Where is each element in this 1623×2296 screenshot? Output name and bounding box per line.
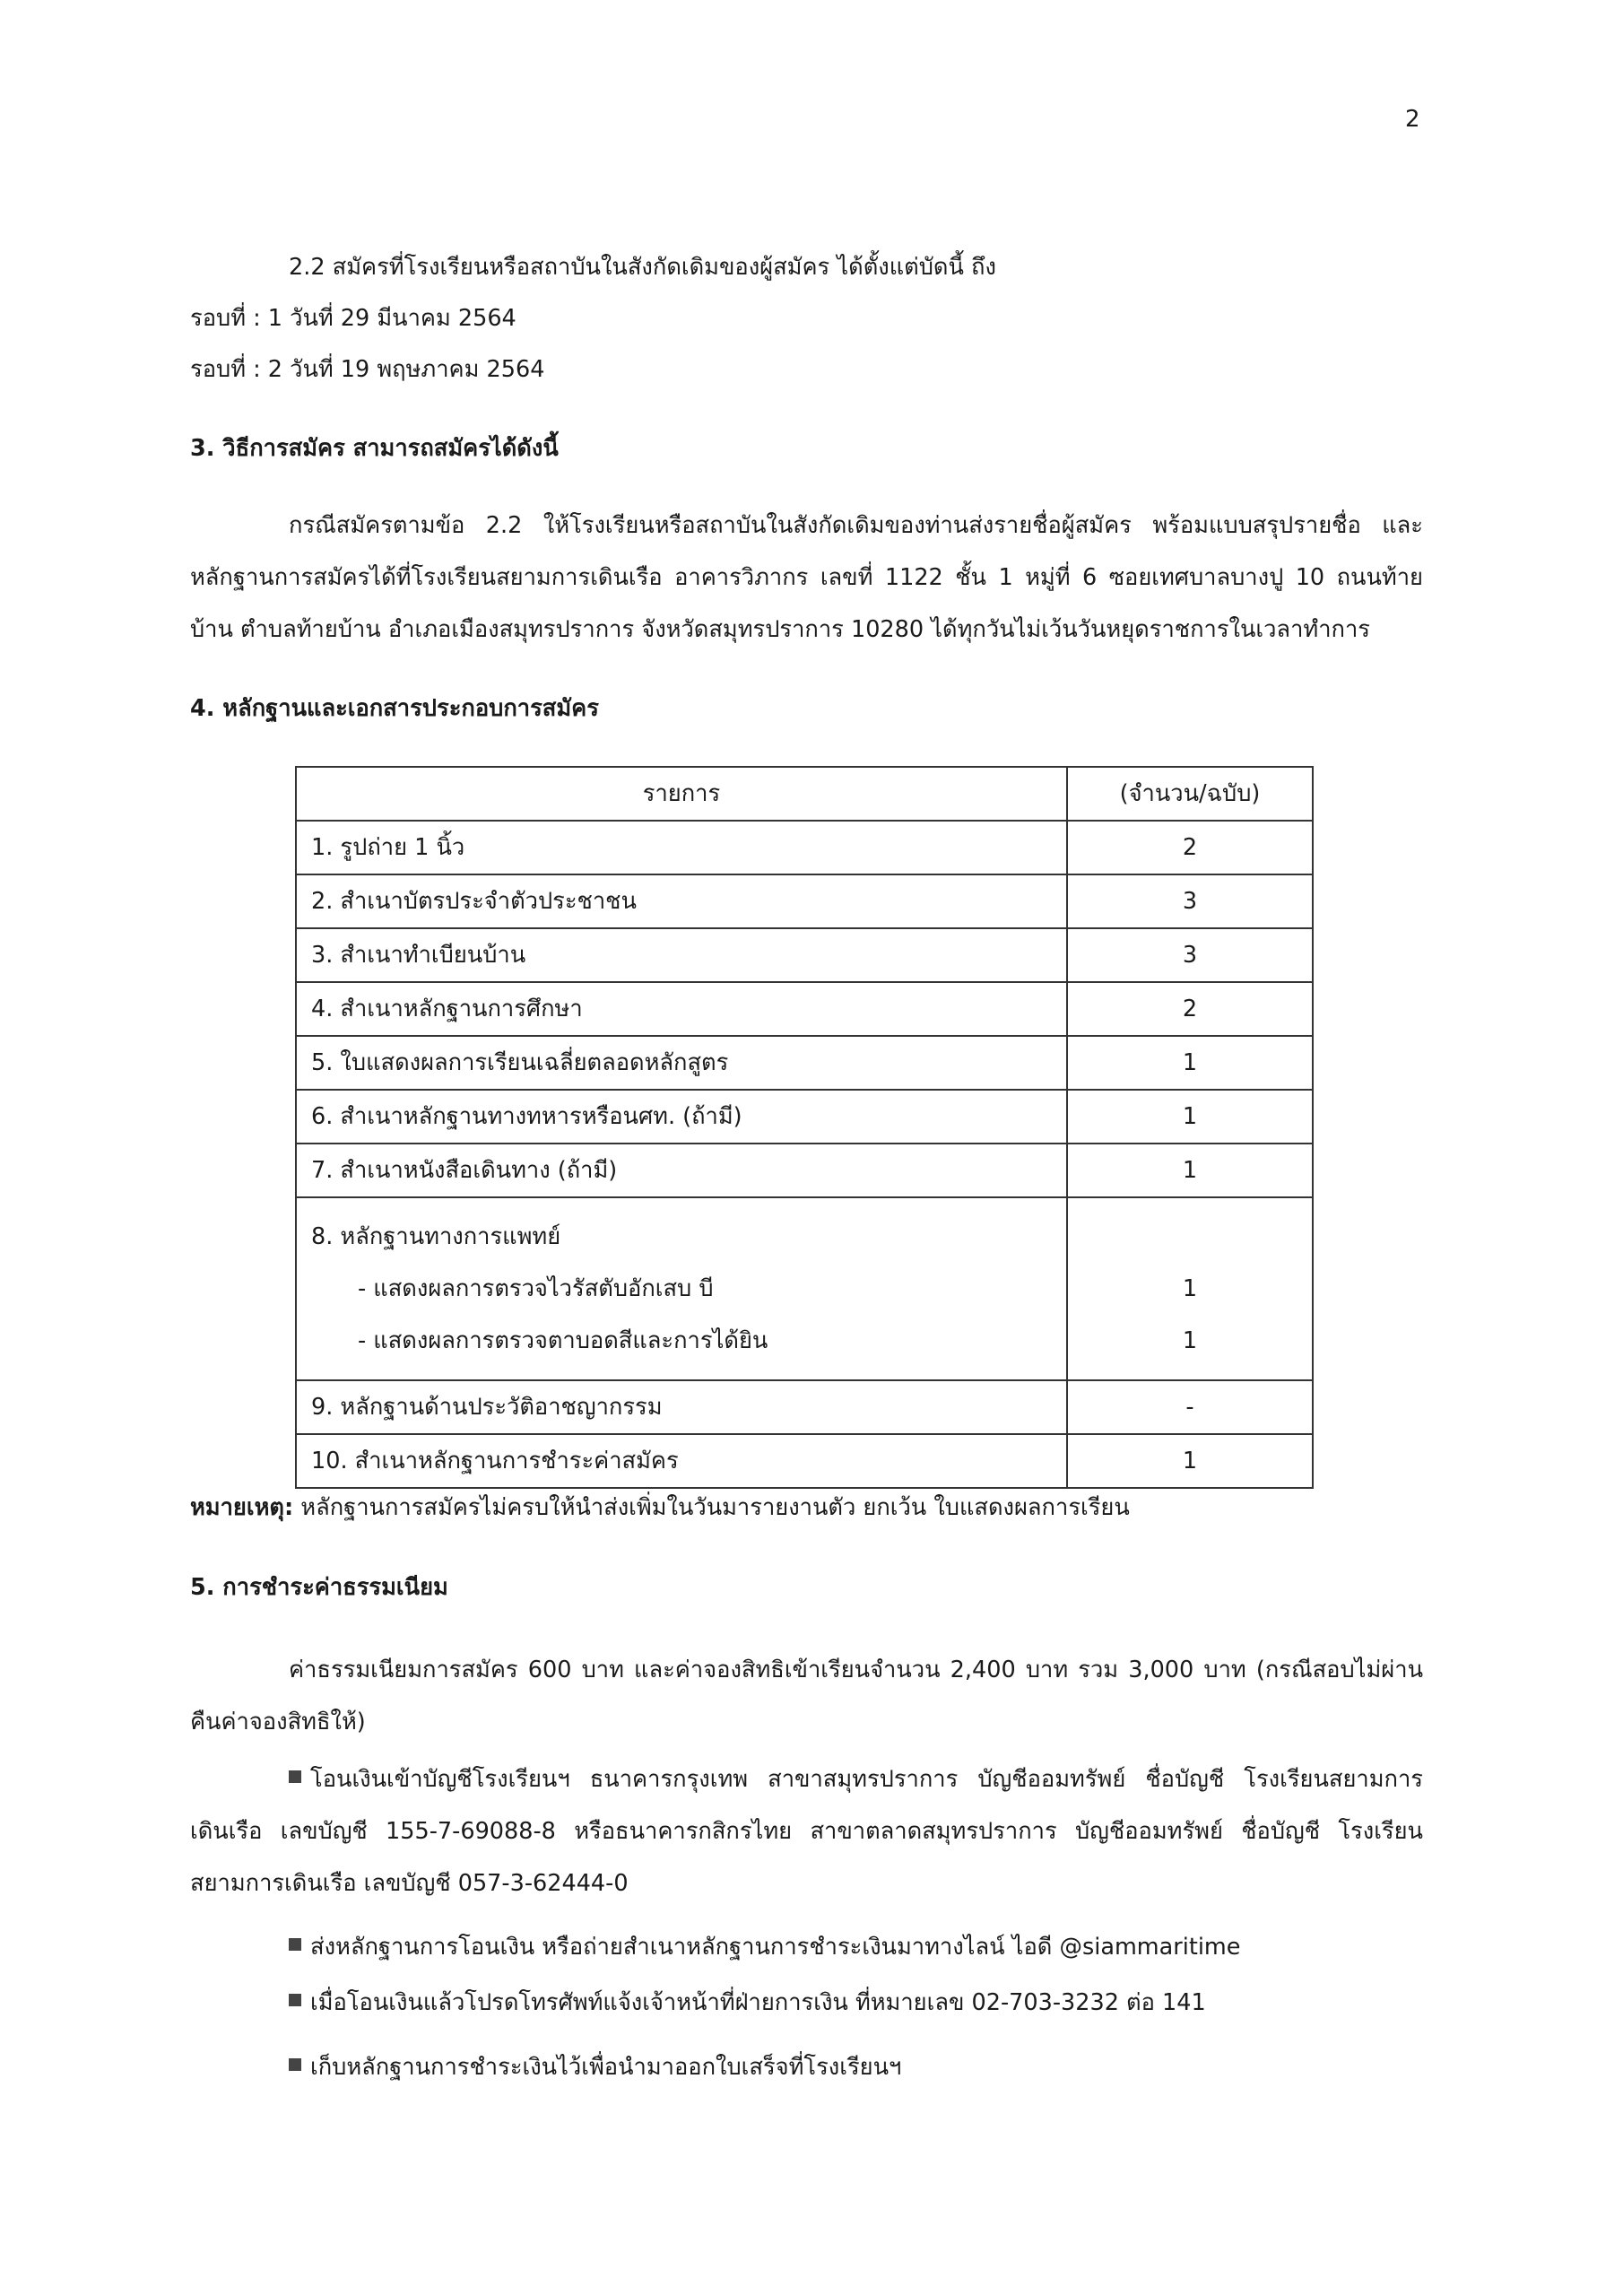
- row-qty: 1: [1067, 1090, 1313, 1144]
- bullet-receipt: [289, 2054, 901, 2082]
- bullet-phone: [289, 1989, 1206, 2017]
- header-qty: (จำนวน/ฉบับ): [1067, 767, 1313, 821]
- row-qty: 2: [1067, 982, 1313, 1036]
- section-4-heading: 4. หลักฐานและเอกสารประกอบการสมัคร: [190, 695, 599, 722]
- table-row: [296, 1036, 1313, 1090]
- row-qty: 1: [1067, 1434, 1313, 1488]
- section-3-heading: 3. วิธีการสมัคร สามารถสมัครได้ดังนี้: [190, 435, 559, 462]
- row-qty: 3: [1067, 928, 1313, 982]
- medical-item-cell: [296, 1197, 1067, 1380]
- section-3-paragraph-line-1: กรณีสมัครตามข้อ 2.2 ให้โรงเรียนหรือสถาบันในสังกัดเดิมของท่านส่งรายชื่อผู้สมัคร พร้อมแบบสรุปรายชื่อ และ: [289, 512, 1423, 539]
- receipt-text: เก็บหลักฐานการชำระเงินไว้เพื่อนำมาออกใบเสร็จที่โรงเรียนฯ: [310, 2054, 902, 2081]
- row-item: 9. หลักฐานด้านประวัติอาชญากรรม: [296, 1380, 1067, 1434]
- round-1-date: รอบที่ : 1 วันที่ 29 มีนาคม 2564: [190, 305, 516, 332]
- square-bullet-icon: [289, 1994, 301, 2006]
- medical-sub-hepatitis-qty: 1: [1182, 1275, 1198, 1302]
- table-row: [296, 1144, 1313, 1197]
- row-item: 3. สำเนาทำเบียนบ้าน: [296, 928, 1067, 982]
- row-item: 6. สำเนาหลักฐานทางทหารหรือนศท. (ถ้ามี): [296, 1090, 1067, 1144]
- documents-table: [295, 766, 1314, 1489]
- bullet-line-id: [289, 1934, 1240, 1961]
- phone-text: เมื่อโอนเงินแล้วโปรดโทรศัพท์แจ้งเจ้าหน้าที่ฝ่ายการเงิน ที่หมายเลข 02-703-3232 ต่อ 141: [310, 1989, 1206, 2016]
- section-3-paragraph-line-3: บ้าน ตำบลท้ายบ้าน อำเภอเมืองสมุทรปราการ จังหวัดสมุทรปราการ 10280 ได้ทุกวันไม่เว้นวันหยุดราชการในเวลาทำการ: [190, 616, 1370, 643]
- square-bullet-icon: [289, 2058, 301, 2071]
- row-item: 7. สำเนาหนังสือเดินทาง (ถ้ามี): [296, 1144, 1067, 1197]
- medical-sub-vision-hearing: - แสดงผลการตรวจตาบอดสีและการได้ยิน: [358, 1327, 768, 1354]
- row-item: 10. สำเนาหลักฐานการชำระค่าสมัคร: [296, 1434, 1067, 1488]
- table-header-row: [296, 767, 1313, 821]
- bank-transfer-line-3: สยามการเดินเรือ เลขบัญชี 057-3-62444-0: [190, 1870, 629, 1897]
- medical-item: 8. หลักฐานทางการแพทย์: [311, 1223, 561, 1250]
- section-3-paragraph-line-2: หลักฐานการสมัครได้ที่โรงเรียนสยามการเดินเรือ อาคารวิภากร เลขที่ 1122 ชั้น 1 หมู่ที่ 6 ซอยเทศบาลบางปู 10 ถนนท้าย: [190, 564, 1423, 591]
- bank-transfer-line-1: [289, 1766, 1423, 1794]
- round-2-date: รอบที่ : 2 วันที่ 19 พฤษภาคม 2564: [190, 356, 545, 383]
- table-row: [296, 1380, 1313, 1434]
- fee-paragraph-line-1: ค่าธรรมเนียมการสมัคร 600 บาท และค่าจองสิทธิเข้าเรียนจำนวน 2,400 บาท รวม 3,000 บาท (กรณีสอบไม่ผ่าน: [289, 1657, 1423, 1683]
- row-qty: 2: [1067, 821, 1313, 874]
- line-id-text: ส่งหลักฐานการโอนเงิน หรือถ่ายสำเนาหลักฐานการชำระเงินมาทางไลน์ ไอดี @siammaritime: [310, 1934, 1241, 1961]
- note-text: หลักฐานการสมัครไม่ครบให้นำส่งเพิ่มในวันมารายงานตัว ยกเว้น ใบแสดงผลการเรียน: [293, 1494, 1130, 1521]
- row-item: 5. ใบแสดงผลการเรียนเฉลี่ยตลอดหลักสูตร: [296, 1036, 1067, 1090]
- table-row: [296, 982, 1313, 1036]
- row-qty: 1: [1067, 1036, 1313, 1090]
- note-label: หมายเหตุ:: [190, 1494, 294, 1521]
- square-bullet-icon: [289, 1938, 301, 1951]
- table-row-medical: [296, 1197, 1313, 1380]
- table-row: [296, 821, 1313, 874]
- row-qty: 1: [1067, 1144, 1313, 1197]
- medical-qty-cell: [1067, 1197, 1313, 1380]
- row-item: 4. สำเนาหลักฐานการศึกษา: [296, 982, 1067, 1036]
- section-5-heading: 5. การชำระค่าธรรมเนียม: [190, 1574, 448, 1601]
- row-item: 1. รูปถ่าย 1 นิ้ว: [296, 821, 1067, 874]
- section-2-2-line: 2.2 สมัครที่โรงเรียนหรือสถาบันในสังกัดเดิมของผู้สมัคร ได้ตั้งแต่บัดนี้ ถึง: [289, 254, 996, 281]
- row-qty: 3: [1067, 874, 1313, 928]
- table-row: [296, 874, 1313, 928]
- row-qty: -: [1067, 1380, 1313, 1434]
- row-item: 2. สำเนาบัตรประจำตัวประชาชน: [296, 874, 1067, 928]
- note: [190, 1494, 1130, 1522]
- table-row: [296, 928, 1313, 982]
- bank-transfer-line-2: เดินเรือ เลขบัญชี 155-7-69088-8 หรือธนาคารกสิกรไทย สาขาตลาดสมุทรปราการ บัญชีออมทรัพย์ ชื่อบัญชี โรงเรียน: [190, 1818, 1423, 1845]
- table-row: [296, 1090, 1313, 1144]
- medical-sub-hepatitis: - แสดงผลการตรวจไวรัสตับอักเสบ บี: [358, 1275, 714, 1302]
- medical-qty-blank: [1068, 1211, 1312, 1263]
- medical-sub-vision-hearing-qty: 1: [1182, 1327, 1198, 1354]
- page-number: 2: [1405, 106, 1420, 133]
- fee-paragraph-line-2: คืนค่าจองสิทธิให้): [190, 1709, 366, 1735]
- header-item: รายการ: [296, 767, 1067, 821]
- square-bullet-icon: [289, 1770, 301, 1783]
- bank-transfer-text: โอนเงินเข้าบัญชีโรงเรียนฯ ธนาคารกรุงเทพ สาขาสมุทรปราการ บัญชีออมทรัพย์ ชื่อบัญชี โรงเรียนสยามการ: [310, 1766, 1423, 1793]
- table-row: [296, 1434, 1313, 1488]
